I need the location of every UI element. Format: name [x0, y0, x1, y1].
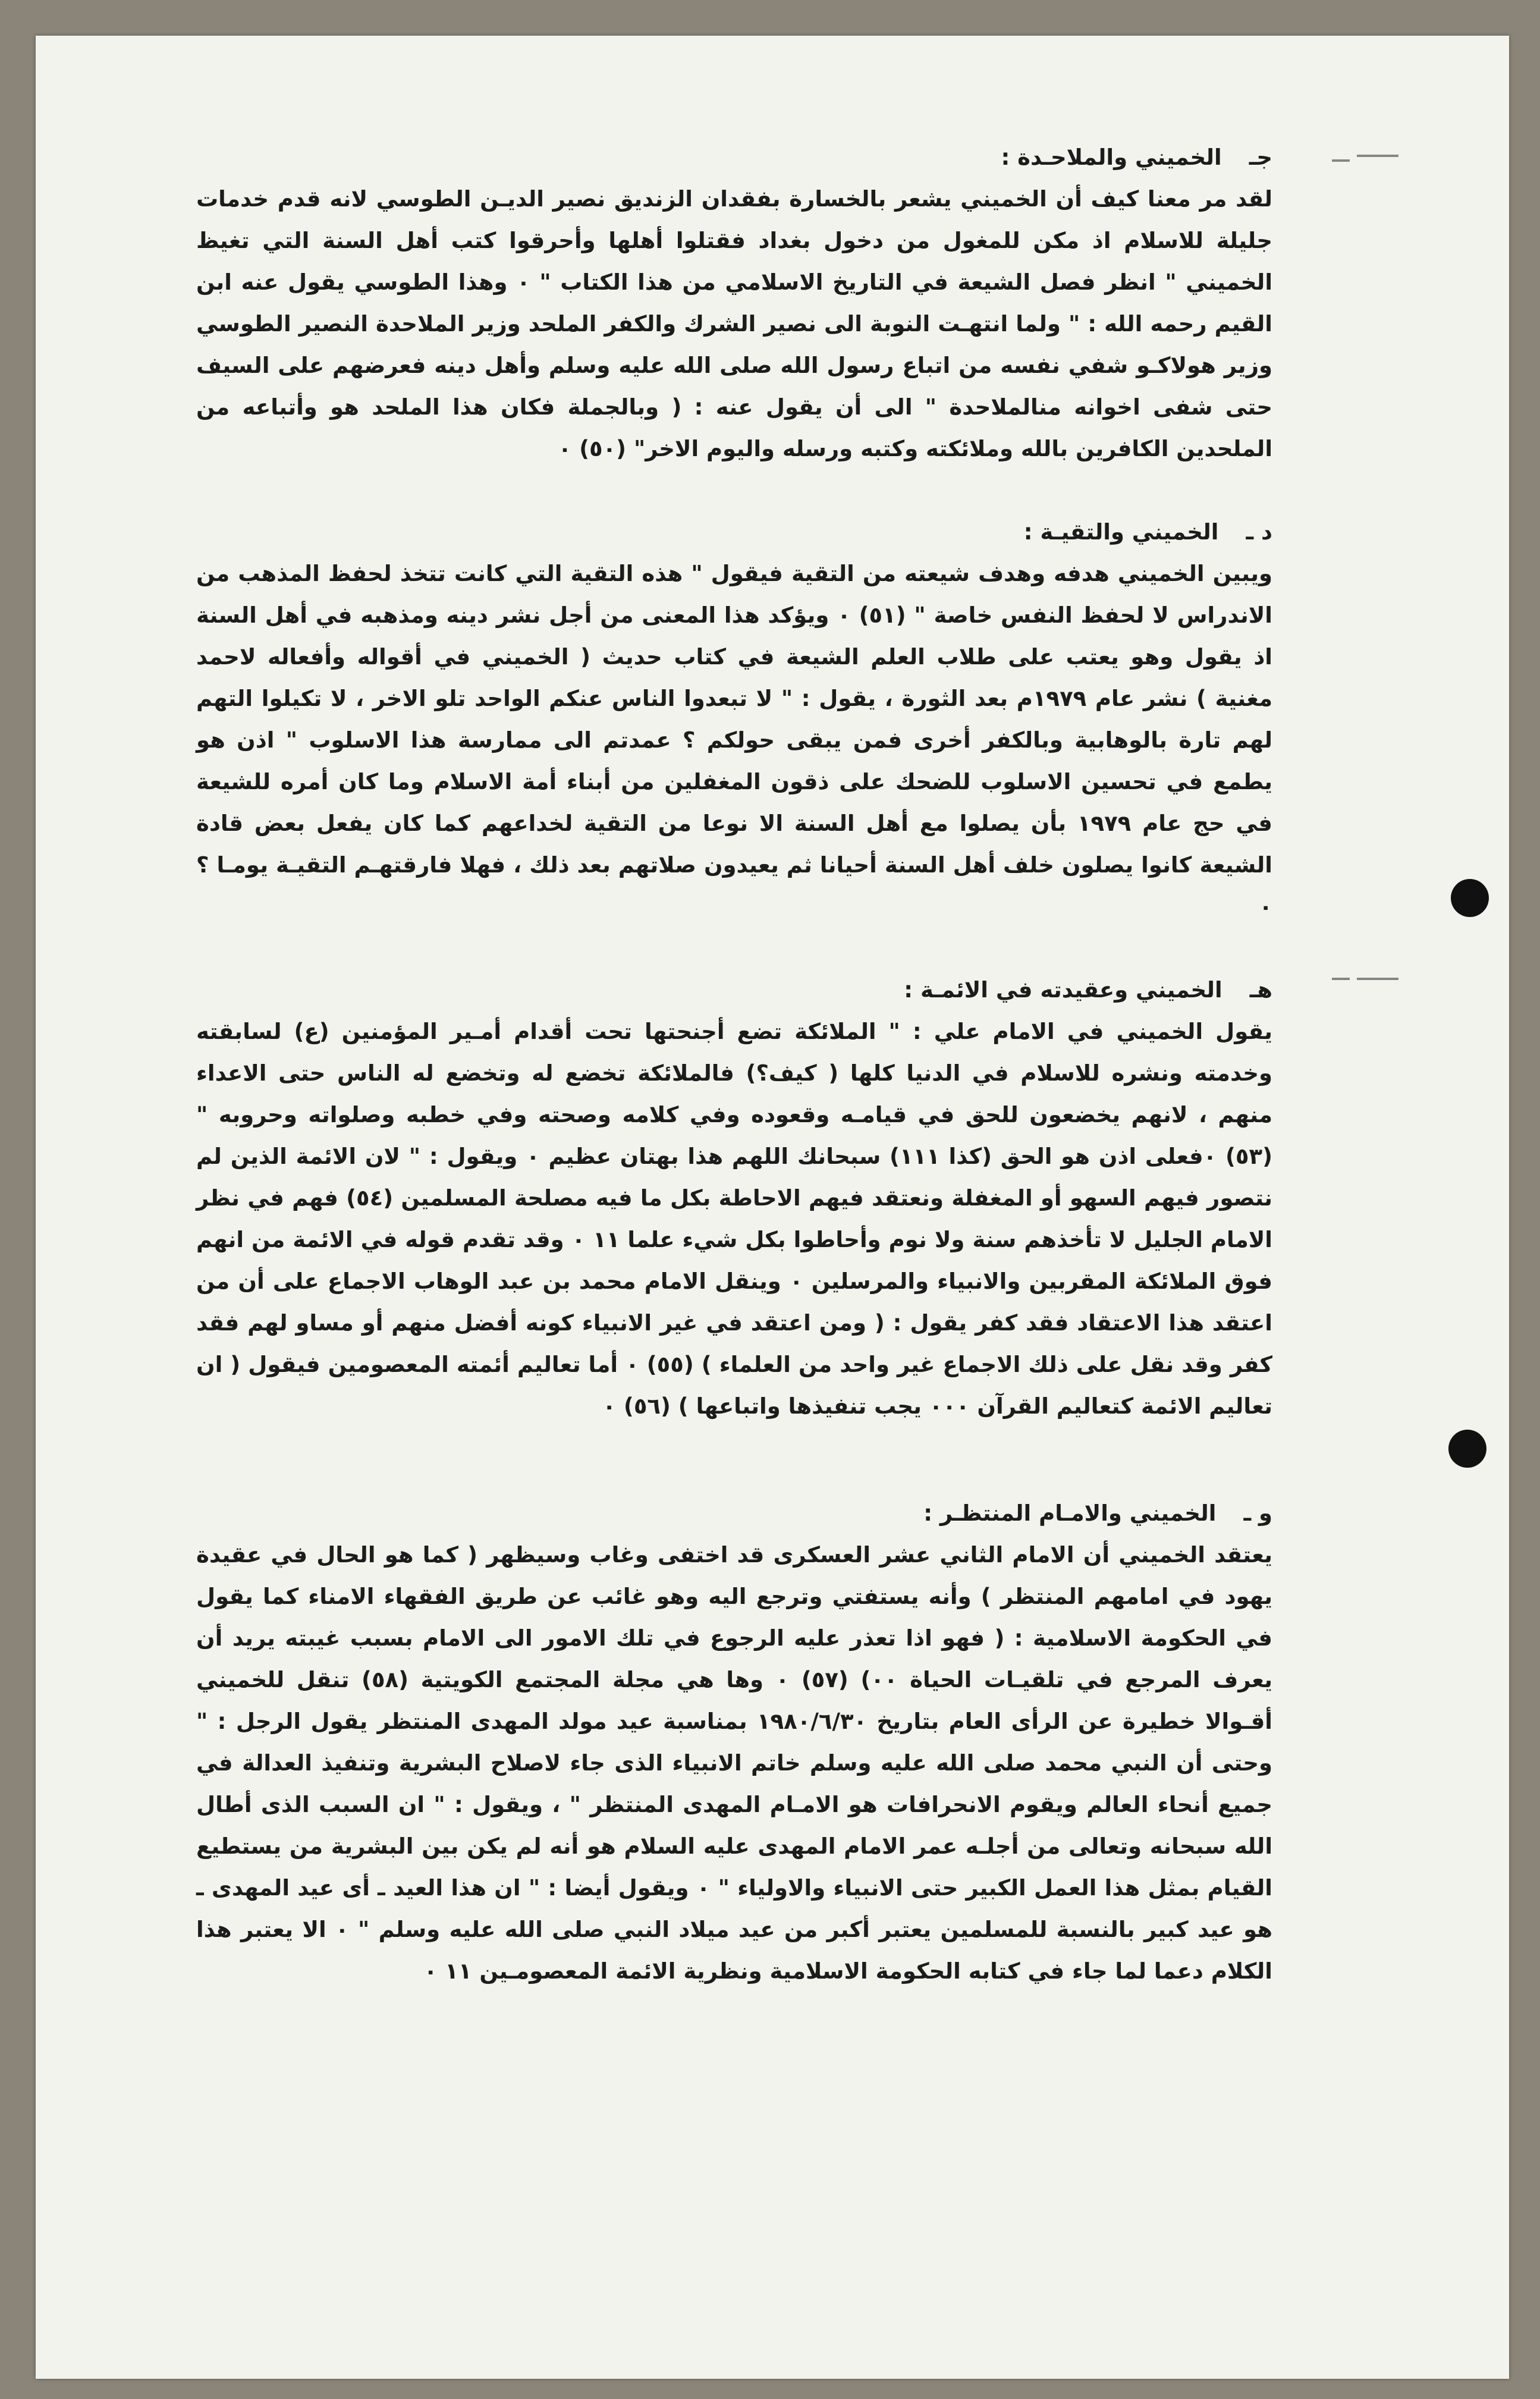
margin-mark: [1332, 978, 1350, 980]
section-body: يقول الخميني في الامام علي : " الملائكة تضع أجنحتها تحت أقدام أمـير المؤمنين (ع) لسابقته وخدمته ونشره للاسلام في الدنيا كلها ( كيف؟) فالملائكة تخضع له وتخضع له الناس حتى الاعداء منهم ، لانهم يخضعون للحق في قيامـه وقعوده وفي كلامه وصحته وفي خطبه وصلواته وحروبه " (٥٣) ٠فعلى اذن هو الحق (كذا ١١١) سبحانك اللهم هذا بهتان عظيم ٠ ويقول : " لان الائمة الذين لم نتصور فيهم السهو أو المغفلة ونعتقد فيهم الاحاطة بكل ما فيه مصلحة المسلمين (٥٤) فهم في نظر الامام الجليل لا تأخذهم سنة ولا نوم وأحاطوا بكل شيء علما ١١ ٠ وقد تقدم قوله في الائمة من انهم فوق الملائكة المقربين والانبياء والمرسلين ٠ وينقل الامام محمد بن عبد الوهاب الاجماع على أن من اعتقد هذا الاعتقاد فقد كفر يقول : ( ومن اعتقد في غير الانبياء كونه أفضل منهم أو مساو لهم فقد كفر وقد نقل على ذلك الاجماع غير واحد من العلماء ) (٥٥) ٠ أما تعاليم أئمته المعصومين فيقول ( ان تعاليم الائمة كتعاليم القرآن ٠٠٠ يجب تنفيذها واتباعها ) (٥٦) ٠: [196, 1019, 1273, 1419]
section-title: الخميني والامـام المنتظـر :: [923, 1500, 1217, 1526]
section-letter: و ـ: [1243, 1500, 1272, 1526]
section-body: لقد مر معنا كيف أن الخميني يشعر بالخسارة بفقدان الزنديق نصير الديـن الطوسي لانه قدم خدمات جليلة للاسلام اذ مكن للمغول من دخول بغداد فقتلوا أهلها وأحرقوا كتب أهل السنة التي تغيظ الخميني " انظر فصل الشيعة في التاريخ الاسلامي من هذا الكتاب " ٠ وهذا الطوسي يقول عنه ابن القيم رحمه الله : " ولما انتهـت النوبة الى نصير الشرك والكفر الملحد وزير الملاحدة النصير الطوسي وزير هولاكـو شفي نفسه من اتباع رسول الله صلى الله عليه وسلم وأهل دينه فعرضهم على السيف حتى شفى اخوانه منالملاحدة " الى أن يقول عنه : ( وبالجملة فكان هذا الملحد هو وأتباعه من الملحدين الكافرين بالله وملائكته وكتبه ورسله واليوم الاخر" (٥٠) ٠: [196, 186, 1272, 461]
section-imams: [196, 969, 1272, 1427]
section-letter: جـ: [1249, 145, 1272, 170]
section-taqiyya: [196, 511, 1272, 928]
section-title: الخميني والتقيـة :: [1023, 519, 1219, 545]
section-heading: [196, 969, 1272, 1011]
section-title: الخميني وعقيدته في الائمـة :: [904, 977, 1222, 1003]
margin-mark: [1332, 159, 1350, 162]
section-awaited-imam: [196, 1493, 1272, 1992]
document-text: [196, 137, 1272, 1992]
section-title: الخميني والملاحـدة :: [1001, 145, 1222, 170]
section-heading: [196, 511, 1272, 553]
section-body: يعتقد الخميني أن الامام الثاني عشر العسكرى قد اختفى وغاب وسيظهر ( كما هو الحال في عقيدة يهود في امامهم المنتظر ) وأنه يستفتي وترجع اليه وهو غائب عن طريق الفقهاء الامناء كما يقول في الحكومة الاسلامية : ( فهو اذا تعذر عليه الرجوع في تلك الامور الى الامام بسبب غيبته يريد أن يعرف المرجع في تلقيـات الحياة ٠٠) (٥٧) ٠ وها هي مجلة المجتمع الكويتية (٥٨) تنقل للخميني أقـوالا خطيرة عن الرأى العام بتاريخ ١٩٨٠/٦/٣٠ بمناسبة عيد مولد المهدى المنتظر يقول الرجل : " وحتى أن النبي محمد صلى الله عليه وسلم خاتم الانبياء الذى جاء لاصلاح البشرية وتنفيذ العدالة في جميع أنحاء العالم ويقوم الانحرافات هو الامـام المهدى المنتظر " ، ويقول : " ان السبب الذى أطال الله سبحانه وتعالى من أجلـه عمر الامام المهدى عليه السلام هو أنه لم يكن بين البشرية من يستطيع القيام بمثل هذا العمل الكبير حتى الانبياء والاولياء " ٠ ويقول أيضا : " ان هذا العيد ـ أى عيد المهدى ـ هو عيد كبير بالنسبة للمسلمين يعتبر أكبر من عيد ميلاد النبي صلى الله عليه وسلم " ٠ الا يعتبر هذا الكلام دعما لما جاء في كتابه الحكومة الاسلامية ونظرية الائمة المعصومـين ١١ ٠: [196, 1542, 1273, 1984]
margin-mark: [1357, 978, 1398, 980]
punch-hole: [1451, 879, 1489, 917]
section-body: ويبين الخميني هدفه وهدف شيعته من التقية فيقول " هذه التقية التي كانت تتخذ لحفظ المذهب من الاندراس لا لحفظ النفس خاصة " (٥١) ٠ ويؤكد هذا المعنى من أجل نشر دينه ومذهبه في أهل السنة اذ يقول وهو يعتب على طلاب العلم الشيعة في كتاب حديث ( الخميني في أقواله وأفعاله لاحمد مغنية ) نشر عام ١٩٧٩م بعد الثورة ، يقول : " لا تبعدوا الناس عنكم الواحد تلو الاخر ، لا تكيلوا التهم لهم تارة بالوهابية وبالكفر أخرى فمن يبقى حولكم ؟ عمدتم الى ممارسة هذا الاسلوب " اذن هو يطمع في تحسين الاسلوب للضحك على ذقون المغفلين من أبناء أمة الاسلام وما كان أمره للشيعة في حج عام ١٩٧٩ بأن يصلوا مع أهل السنة الا نوعا من التقية لخداعهم كما كان يفعل بعض قادة الشيعة كانوا يصلون خلف أهل السنة أحيانا ثم يعيدون صلاتهم بعد ذلك ، فهلا فارقتهـم التقيـة يومـا ؟ ٠: [196, 561, 1272, 919]
section-atheists: [196, 137, 1272, 470]
punch-hole: [1448, 1430, 1486, 1468]
section-letter: د ـ: [1246, 519, 1272, 545]
section-letter: هـ: [1249, 977, 1272, 1003]
section-heading: [196, 137, 1272, 178]
section-heading: [196, 1493, 1272, 1534]
margin-mark: [1357, 155, 1398, 157]
